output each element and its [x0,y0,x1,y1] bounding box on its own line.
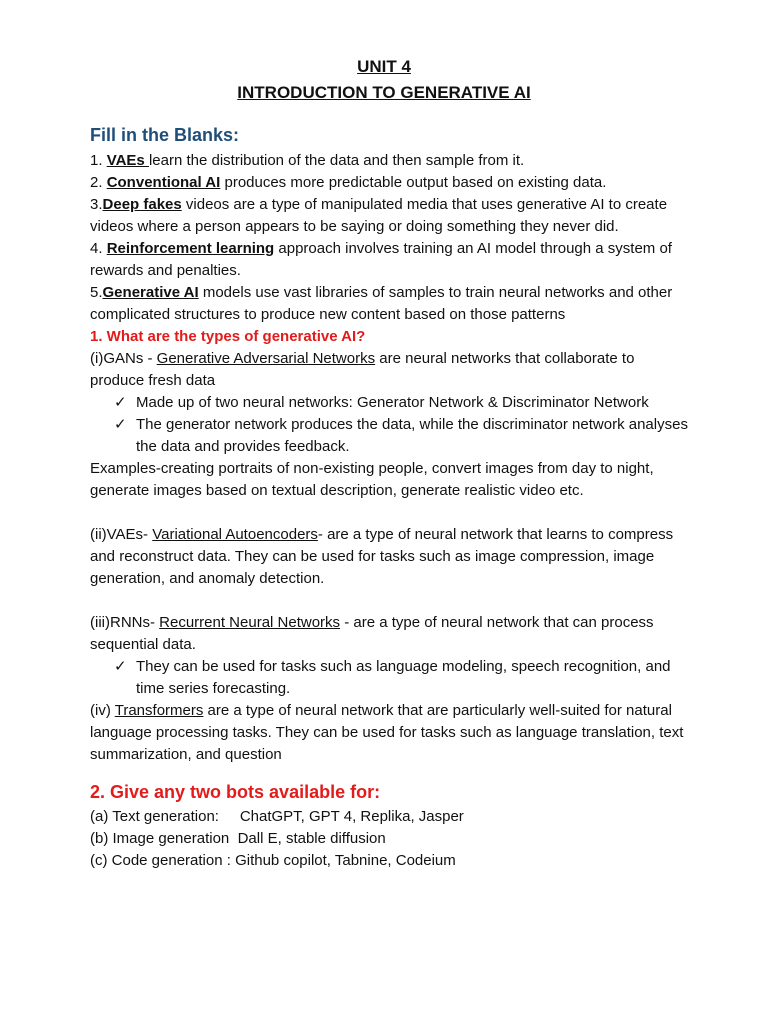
blank-item-2 [90,172,690,194]
spacer [90,590,690,612]
rnns-bullet-list [90,656,690,700]
check-mark-icon: ✓ [114,394,127,411]
transformers-label: (iv) [90,702,115,719]
bot-category: (a) Text generation: [90,808,219,825]
blank-number: 3. [90,196,103,213]
bot-spacer [229,830,237,847]
gans-term: Generative Adversarial Networks [156,350,376,367]
page-title: INTRODUCTION TO GENERATIVE AI [237,83,531,102]
transformers-paragraph [90,700,690,766]
question-2-heading: 2. Give any two bots available for: [90,782,381,802]
rnns-description: - are a type of neural network that can process sequential data. [90,614,654,653]
fill-blanks-heading: Fill in the Blanks: [90,125,240,145]
blank-answer: Reinforcement learning [106,240,275,257]
blank-text: approach involves training an AI model through a system of rewards and penalties. [90,240,672,279]
unit-title: UNIT 4 [357,57,411,76]
vaes-paragraph [90,524,690,590]
gans-label: (i)GANs - [90,350,157,367]
bot-category: (b) Image generation [90,830,230,847]
rnns-paragraph [90,612,690,656]
rnns-term: Recurrent Neural Networks [159,614,341,631]
blank-answer: Deep fakes [102,196,182,213]
check-mark-icon: ✓ [114,416,127,433]
question-1-heading: 1. What are the types of generative AI? [90,328,366,345]
blank-number: 4. [90,240,107,257]
vaes-term: Variational Autoencoders [152,526,318,543]
blank-item-5 [90,282,690,326]
blank-number: 5. [90,284,103,301]
gans-examples: Examples-creating portraits of non-existing people, convert images from day to night, generate images based on textual description, generate realistic video etc. [90,460,654,499]
bot-names: Github copilot, Tabnine, Codeium [235,852,456,869]
spacer [90,502,690,524]
blank-text: models use vast libraries of samples to train neural networks and other complicated structures to produce new content based on those patterns [90,284,673,323]
list-item [114,414,690,458]
bullet-text: Made up of two neural networks: Generator Network & Discriminator Network [136,394,649,411]
bullet-text: They can be used for tasks such as language modeling, speech recognition, and time series forecasting. [136,658,671,697]
bullet-text: The generator network produces the data, while the discriminator network analyses the data and provides feedback. [136,416,688,455]
blank-text: videos are a type of manipulated media that uses generative AI to create videos where a person appears to be saying or doing something they never did. [90,196,668,235]
bot-names: Dall E, stable diffusion [237,830,386,847]
blank-text: learn the distribution of the data and then sample from it. [148,152,525,169]
blank-item-4 [90,238,690,282]
list-item [114,656,690,700]
blank-text: produces more predictable output based on existing data. [220,174,607,191]
gans-description: are neural networks that collaborate to produce fresh data [90,350,635,389]
blank-number: 2. [90,174,107,191]
vaes-description: - are a type of neural network that learns to compress and reconstruct data. They can be used for tasks such as image compression, image generation, and anomaly detection. [90,526,674,587]
rnns-label: (iii)RNNs- [90,614,160,631]
bot-category: (c) Code generation : [90,852,236,869]
bot-spacer [219,808,240,825]
vaes-label: (ii)VAEs- [90,526,153,543]
bot-item-code [90,850,690,872]
bot-item-image [90,828,690,850]
blank-answer: Generative AI [102,284,199,301]
blank-item-1 [90,150,690,172]
blank-number: 1. [90,152,107,169]
transformers-term: Transformers [114,702,204,719]
list-item [114,392,690,414]
document-body [90,122,690,872]
blank-answer: Conventional AI [106,174,221,191]
bot-item-text [90,806,690,828]
gans-bullet-list [90,392,690,458]
blank-item-3 [90,194,690,238]
blank-answer: VAEs [106,152,149,169]
transformers-description: are a type of neural network that are particularly well-suited for natural language processing tasks. They can be used for tasks such as language translation, text summarization, and question [90,702,684,763]
bot-names: ChatGPT, GPT 4, Replika, Jasper [239,808,464,825]
gans-paragraph [90,348,690,392]
check-mark-icon: ✓ [114,658,127,675]
